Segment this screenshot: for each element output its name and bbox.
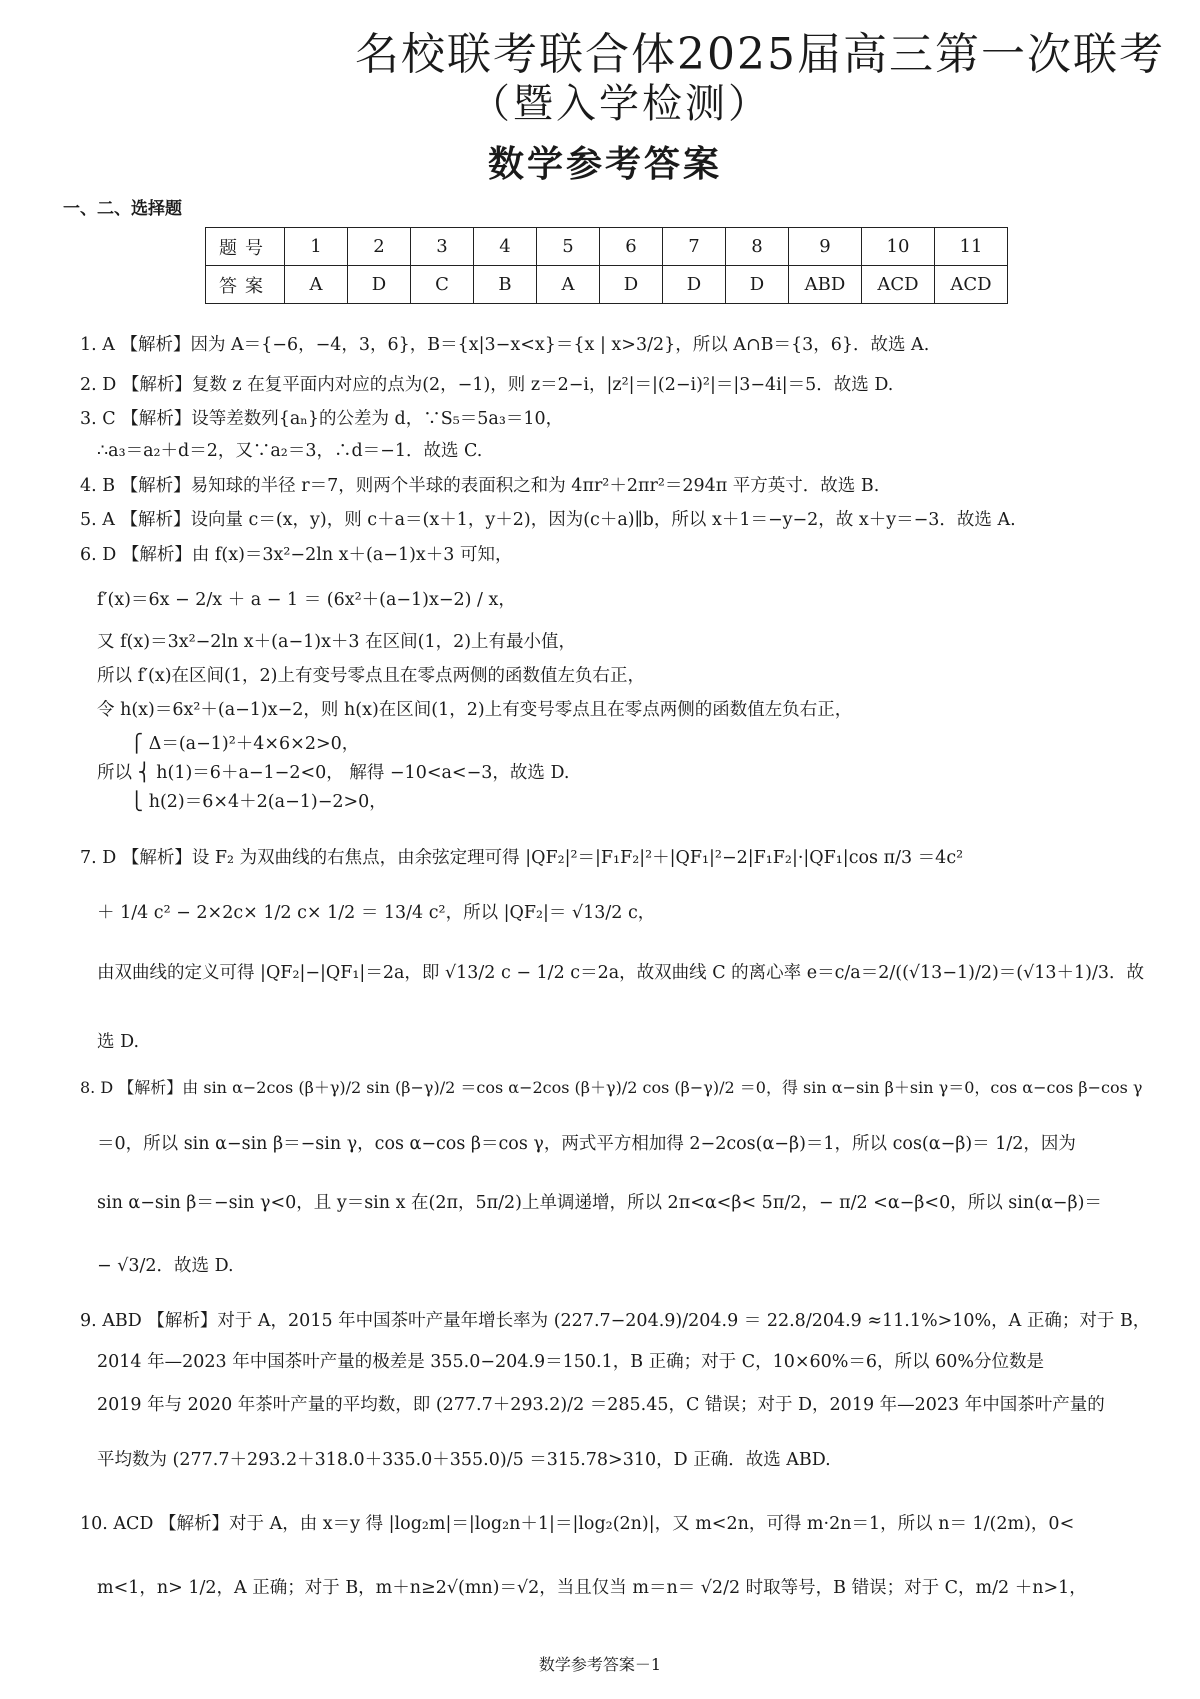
table-cell: 11 (935, 228, 1008, 266)
solution-line: 平均数为 (277.7＋293.2＋318.0＋335.0＋355.0)/5 ＝315.78>310，D 正确．故选 ABD. (97, 1450, 831, 1470)
solution-line: 9. ABD 【解析】对于 A，2015 年中国茶叶产量年增长率为 (227.7−204.9)/204.9 ＝ 22.8/204.9 ≈11.1%>10%，A 正确；对于 B， (80, 1311, 1151, 1331)
table-cell: D (726, 266, 789, 304)
solution-line: 6. D 【解析】由 f(x)＝3x²−2ln x＋(a−1)x＋3 可知， (80, 545, 513, 565)
section-heading: 一、二、选择题 (63, 199, 182, 219)
row-label-answer: 答案 (206, 266, 285, 304)
solution-line: ⎩ h(2)＝6×4＋2(a−1)−2>0， (130, 792, 387, 812)
table-cell: D (663, 266, 726, 304)
solution-line: 4. B 【解析】易知球的半径 r＝7，则两个半球的表面积之和为 4πr²＋2πr²＝294π 平方英寸．故选 B. (80, 476, 880, 496)
solution-line: 选 D. (97, 1032, 140, 1052)
table-cell: 7 (663, 228, 726, 266)
exam-subtitle: （暨入学检测） (470, 81, 771, 127)
table-cell: 2 (348, 228, 411, 266)
solution-line: 2014 年—2023 年中国茶叶产量的极差是 355.0−204.9＝150.1，B 正确；对于 C，10×60%＝6，所以 60%分位数是 (97, 1352, 1045, 1372)
solution-line: 1. A 【解析】因为 A＝{−6，−4，3，6}，B＝{x|3−x<x}＝{x | x>3/2}，所以 A∩B＝{3，6}．故选 A. (80, 335, 930, 355)
solution-line: 所以 ⎨ h(1)＝6＋a−1−2<0， 解得 −10<a<−3，故选 D. (97, 763, 570, 783)
page-footer: 数学参考答案－1 (538, 1655, 662, 1674)
row-label-number: 题号 (206, 228, 285, 266)
solution-line: 2019 年与 2020 年茶叶产量的平均数，即 (277.7＋293.2)/2 ＝285.45，C 错误；对于 D，2019 年—2023 年中国茶叶产量的 (97, 1395, 1105, 1415)
table-cell: 9 (789, 228, 862, 266)
solution-line: 7. D 【解析】设 F₂ 为双曲线的右焦点，由余弦定理可得 |QF₂|²＝|F₁F₂|²＋|QF₁|²−2|F₁F₂|·|QF₁|cos π/3 ＝4c² (80, 848, 964, 868)
solution-line: ＝0，所以 sin α−sin β＝−sin γ，cos α−cos β＝cos γ，两式平方相加得 2−2cos(α−β)＝1，所以 cos(α−β)＝ 1/2，因为 (97, 1134, 1076, 1154)
table-cell: 1 (285, 228, 348, 266)
table-row-numbers (206, 228, 1008, 266)
table-cell: ABD (789, 266, 862, 304)
solution-line: 由双曲线的定义可得 |QF₂|−|QF₁|＝2a，即 √13/2 c − 1/2 c＝2a，故双曲线 C 的离心率 e＝c/a＝2/((√13−1)/2)＝(√13＋1)/3．故 (97, 963, 1145, 983)
solution-line: sin α−sin β＝−sin γ<0，且 y＝sin x 在(2π，5π/2)上单调递增，所以 2π<α<β< 5π/2，− π/2 <α−β<0，所以 sin(α−β)＝ (97, 1193, 1102, 1213)
table-cell: 4 (474, 228, 537, 266)
solution-line: m<1，n> 1/2，A 正确；对于 B，m＋n≥2√(mn)＝√2，当且仅当 m＝n＝ √2/2 时取等号，B 错误；对于 C，m/2 ＋n>1， (97, 1578, 1087, 1598)
solution-line: f′(x)＝6x − 2/x ＋ a − 1 ＝ (6x²＋(a−1)x−2) / x， (97, 590, 516, 610)
table-cell: A (537, 266, 600, 304)
table-row-answers (206, 266, 1008, 304)
table-cell: D (348, 266, 411, 304)
table-cell: D (600, 266, 663, 304)
answer-table (205, 227, 1008, 304)
solution-line: 2. D 【解析】复数 z 在复平面内对应的点为(2，−1)，则 z＝2−i，|z²|＝|(2−i)²|＝|3−4i|＝5．故选 D. (80, 375, 894, 395)
table-cell: 10 (862, 228, 935, 266)
table-cell: C (411, 266, 474, 304)
solution-line: 又 f(x)＝3x²−2ln x＋(a−1)x＋3 在区间(1，2)上有最小值， (97, 632, 577, 652)
solution-line: ⎧ Δ＝(a−1)²＋4×6×2>0， (130, 734, 360, 754)
solution-line: 5. A 【解析】设向量 c＝(x，y)，则 c＋a＝(x＋1，y＋2)，因为(c＋a)∥b，所以 x＋1＝−y−2，故 x＋y＝−3．故选 A. (80, 510, 1016, 530)
table-cell: 6 (600, 228, 663, 266)
solution-line: 8. D 【解析】由 sin α−2cos (β＋γ)/2 sin (β−γ)/2 ＝cos α−2cos (β＋γ)/2 cos (β−γ)/2 ＝0，得 sin α−sin β＋sin γ＝0，cos α−cos β−cos γ (80, 1078, 1143, 1097)
solution-line: 10. ACD 【解析】对于 A，由 x＝y 得 |log₂m|＝|log₂n＋1|＝|log₂(2n)|，又 m<2n，可得 m·2n＝1，所以 n＝ 1/(2m)，0< (80, 1514, 1075, 1534)
exam-title: 名校联考联合体2025届高三第一次联考 (355, 29, 1165, 80)
solution-line: − √3/2．故选 D. (97, 1256, 234, 1276)
solution-line: ∴a₃＝a₂＋d＝2，又∵a₂＝3，∴d＝−1．故选 C. (97, 441, 483, 461)
table-cell: 5 (537, 228, 600, 266)
solution-line: 3. C 【解析】设等差数列{aₙ}的公差为 d，∵S₅＝5a₃＝10， (80, 409, 564, 429)
solution-line: 令 h(x)＝6x²＋(a−1)x−2，则 h(x)在区间(1，2)上有变号零点且在零点两侧的函数值左负右正， (97, 700, 853, 720)
solution-line: ＋ 1/4 c² − 2×2c× 1/2 c× 1/2 ＝ 13/4 c²，所以 |QF₂|＝ √13/2 c， (97, 903, 656, 923)
table-cell: 3 (411, 228, 474, 266)
solution-line: 所以 f′(x)在区间(1，2)上有变号零点且在零点两侧的函数值左负右正， (97, 666, 645, 686)
table-cell: ACD (935, 266, 1008, 304)
document-title: 数学参考答案 (488, 143, 723, 185)
table-cell: B (474, 266, 537, 304)
table-cell: 8 (726, 228, 789, 266)
table-cell: A (285, 266, 348, 304)
table-cell: ACD (862, 266, 935, 304)
